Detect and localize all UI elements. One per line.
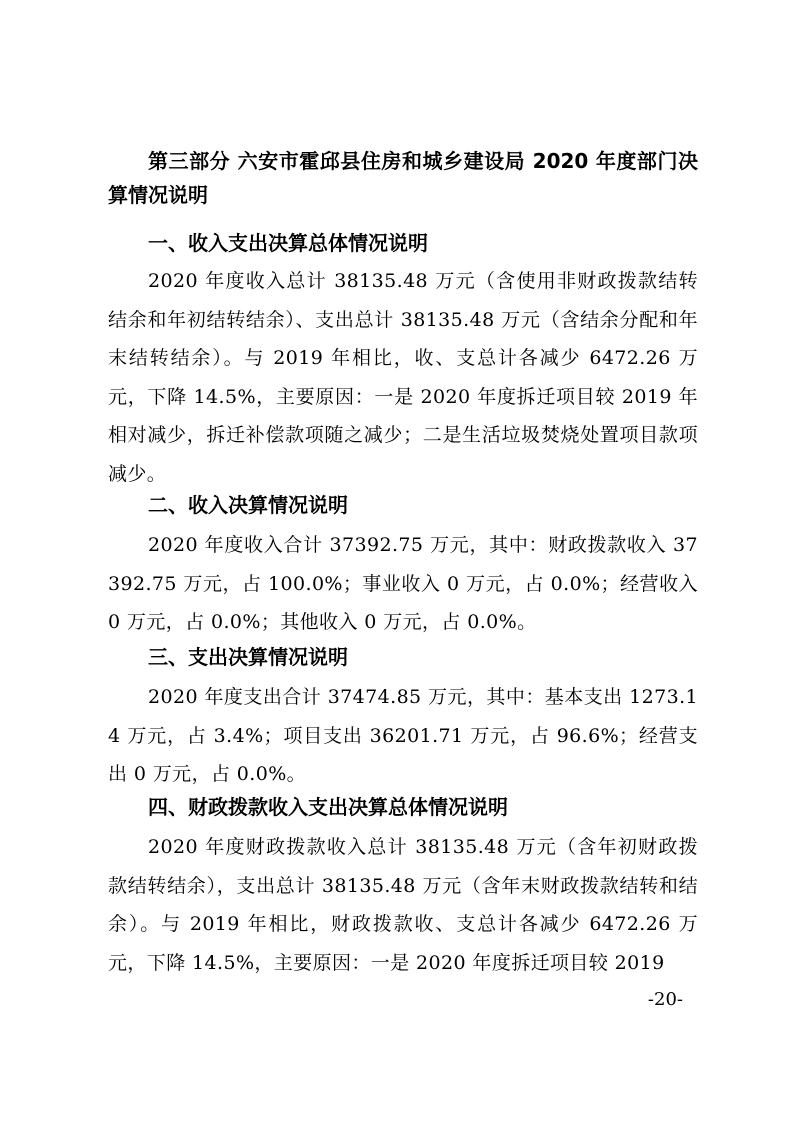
section-body-3: 2020 年度支出合计 37474.85 万元，其中：基本支出 1273.14 万元，占 3.4%；项目支出 36201.71 万元，占 96.6%；经营支出 0 万元，占 0.0%。 [108, 686, 698, 785]
section-heading-3: 三、支出决算情况说明 [148, 645, 348, 669]
section-body-1: 2020 年度收入总计 38135.48 万元（含使用非财政拨款结转结余和年初结转结余）、支出总计 38135.48 万元（含结余分配和年末结转结余）。与 2019 年相比，收、支总计各减少 6472.26 万元，下降 14.5%，主要原因：一是 2020 年度拆迁项目较 2019 年相对减少，拆迁补偿款项随之减少；二是生活垃圾焚烧处置项目款项减少。 [108, 270, 698, 485]
page-number: -20- [647, 989, 683, 1010]
section-heading-1: 一、收入支出决算总体情况说明 [148, 231, 428, 255]
section-body-2: 2020 年度收入合计 37392.75 万元，其中：财政拨款收入 37392.75 万元，占 100.0%；事业收入 0 万元，占 0.0%；经营收入 0 万元，占 0.0%；其他收入 0 万元，占 0.0%。 [108, 534, 698, 633]
document-title: 第三部分 六安市霍邱县住房和城乡建设局 2020 年度部门决算情况说明 [108, 149, 698, 207]
section-heading-4: 四、财政拨款收入支出决算总体情况说明 [148, 795, 508, 819]
section-body-4: 2020 年度财政拨款收入总计 38135.48 万元（含年初财政拨款结转结余），支出总计 38135.48 万元（含年末财政拨款结转和结余）。与 2019 年相比，财政拨款收、支总计各减少 6472.26 万元，下降 14.5%，主要原因：一是 2020 年度拆迁项目较 2019 [108, 836, 698, 974]
section-heading-2: 二、收入决算情况说明 [148, 493, 348, 517]
